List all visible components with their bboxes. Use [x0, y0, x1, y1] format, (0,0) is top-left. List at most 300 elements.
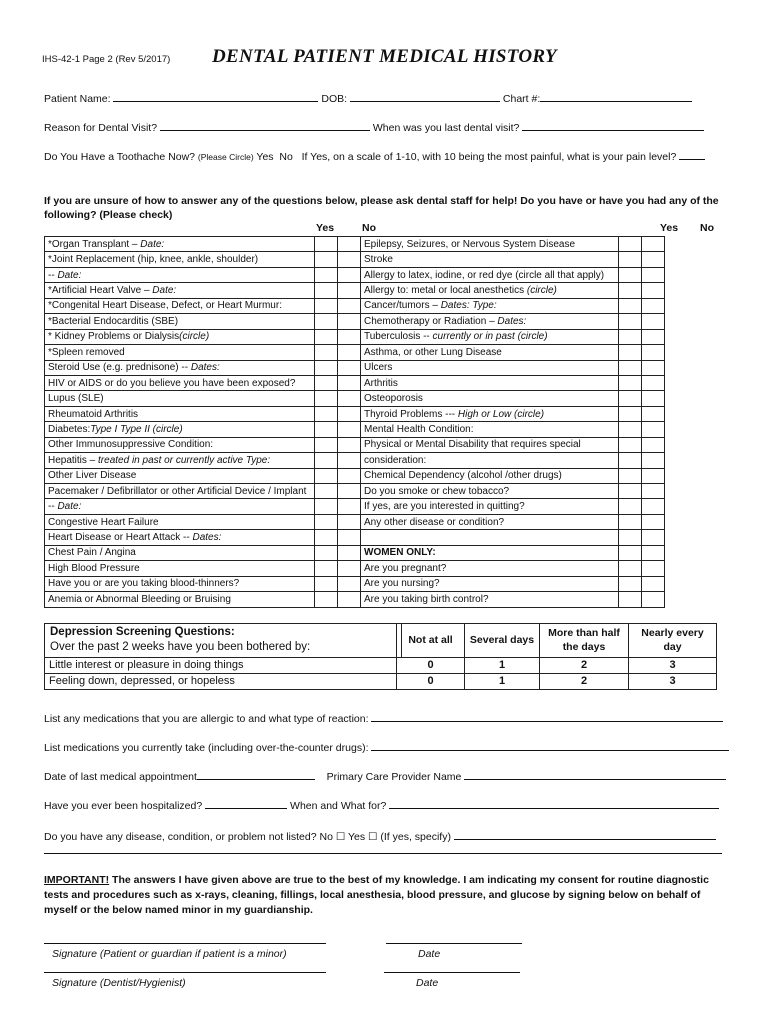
- dentist-signature-line[interactable]: [44, 972, 326, 973]
- condition-row: [45, 514, 665, 529]
- appointment-row: [44, 769, 726, 783]
- yes-checkbox[interactable]: [619, 453, 642, 468]
- yes-checkbox[interactable]: [619, 283, 642, 298]
- patient-date-label: Date: [418, 948, 441, 960]
- yes-checkbox[interactable]: [619, 576, 642, 591]
- no-checkbox[interactable]: [642, 283, 665, 298]
- condition-left: [45, 576, 315, 591]
- important-label: IMPORTANT!: [44, 874, 110, 886]
- depression-row: [45, 673, 717, 689]
- condition-label: Lupus (SLE): [48, 393, 104, 405]
- yes-checkbox[interactable]: [315, 237, 338, 252]
- chart-field[interactable]: [540, 91, 692, 102]
- yes-checkbox[interactable]: [315, 267, 338, 282]
- no-checkbox[interactable]: [642, 530, 665, 545]
- yes-checkbox[interactable]: [315, 375, 338, 390]
- condition-left: [45, 252, 315, 267]
- condition-right: [361, 237, 619, 252]
- condition-row: [45, 499, 665, 514]
- no-checkbox[interactable]: [338, 298, 361, 313]
- depression-subtitle: Over the past 2 weeks have you been bothered by:: [50, 641, 311, 653]
- pain-level-label: If Yes, on a scale of 1-10, with 10 being the most painful, what is your pain level?: [301, 151, 677, 163]
- yes-checkbox[interactable]: [315, 314, 338, 329]
- no-checkbox[interactable]: [642, 545, 665, 560]
- condition-label: * Kidney Problems or Dialysis: [48, 331, 180, 343]
- yes-checkbox[interactable]: [315, 345, 338, 360]
- yes-checkbox[interactable]: [619, 422, 642, 437]
- no-checkbox[interactable]: [642, 437, 665, 452]
- condition-left: [45, 345, 315, 360]
- depression-title: Depression Screening Questions:: [50, 626, 235, 638]
- condition-note: High or Low (circle): [457, 408, 545, 420]
- reason-field[interactable]: [160, 120, 370, 131]
- condition-label: Epilepsy, Seizures, or Nervous System Disease: [364, 238, 576, 250]
- condition-label: *Congenital Heart Disease, Defect, or Heart Murmur:: [48, 300, 282, 312]
- condition-label: WOMEN ONLY:: [364, 547, 436, 559]
- condition-label: Have you or are you taking blood-thinners?: [48, 578, 240, 590]
- depression-question: Feeling down, depressed, or hopeless: [45, 673, 397, 689]
- header-several-days: Several days: [465, 624, 540, 658]
- yes-checkbox[interactable]: [619, 267, 642, 282]
- condition-row: [45, 375, 665, 390]
- when-what-label: When and What for?: [290, 800, 387, 812]
- condition-left: [45, 329, 315, 344]
- condition-right: [361, 484, 619, 499]
- no-checkbox[interactable]: [642, 561, 665, 576]
- other-disease-field[interactable]: [454, 829, 716, 840]
- condition-note: currently or in past (circle): [432, 331, 548, 343]
- condition-left: [45, 592, 315, 607]
- yes-checkbox[interactable]: [315, 453, 338, 468]
- yes-checkbox[interactable]: [315, 298, 338, 313]
- no-header-right: No: [700, 222, 714, 234]
- condition-label: Chest Pain / Angina: [48, 547, 136, 559]
- patient-date-line[interactable]: [386, 943, 522, 944]
- yes-checkbox[interactable]: [315, 360, 338, 375]
- yes-checkbox[interactable]: [619, 406, 642, 421]
- dentist-date-label: Date: [416, 977, 439, 989]
- yes-checkbox[interactable]: [315, 468, 338, 483]
- no-checkbox[interactable]: [338, 329, 361, 344]
- yes-checkbox[interactable]: [315, 437, 338, 452]
- condition-row: [45, 252, 665, 267]
- no-checkbox[interactable]: [338, 406, 361, 421]
- yes-checkbox[interactable]: [619, 314, 642, 329]
- condition-label: High Blood Pressure: [48, 562, 140, 574]
- no-checkbox[interactable]: [338, 468, 361, 483]
- condition-note: Date:: [57, 269, 82, 281]
- condition-row: [45, 406, 665, 421]
- condition-right: [361, 375, 619, 390]
- no-checkbox[interactable]: [338, 561, 361, 576]
- condition-right: [361, 345, 619, 360]
- depression-question: Little interest or pleasure in doing things: [45, 657, 397, 673]
- condition-label: Allergy to: metal or local anesthetics: [364, 285, 527, 297]
- no-checkbox[interactable]: [642, 298, 665, 313]
- no-header-left: No: [362, 222, 376, 234]
- no-checkbox[interactable]: [338, 360, 361, 375]
- no-checkbox[interactable]: [642, 514, 665, 529]
- no-checkbox[interactable]: [642, 375, 665, 390]
- condition-label: *Organ Transplant –: [48, 238, 141, 250]
- condition-right: [361, 283, 619, 298]
- condition-note: Dates:: [190, 362, 220, 374]
- yes-checkbox[interactable]: [619, 561, 642, 576]
- condition-label: Diabetes:: [48, 423, 91, 435]
- condition-left: [45, 283, 315, 298]
- no-checkbox[interactable]: [338, 237, 361, 252]
- condition-right: [361, 267, 619, 282]
- condition-label: Chemical Dependency (alcohol /other drugs): [364, 470, 562, 482]
- condition-right: [361, 499, 619, 514]
- yes-checkbox[interactable]: [315, 391, 338, 406]
- reason-row: [44, 120, 704, 134]
- last-visit-label: When was you last dental visit?: [372, 122, 520, 134]
- condition-label: Allergy to latex, iodine, or red dye (circle all that apply): [364, 269, 605, 281]
- yes-checkbox[interactable]: [619, 592, 642, 607]
- allergic-meds-row: [44, 711, 723, 725]
- condition-row: [45, 592, 665, 607]
- score-cell[interactable]: 3: [629, 657, 717, 673]
- form-code: IHS-42-1 Page 2 (Rev 5/2017): [42, 54, 171, 65]
- condition-row: [45, 267, 665, 282]
- hospitalized-field[interactable]: [205, 798, 287, 809]
- other-disease-label: Do you have any disease, condition, or problem not listed? No ☐ Yes ☐ (If yes, specify): [44, 831, 451, 843]
- condition-row: [45, 545, 665, 560]
- condition-label: Mental Health Condition:: [364, 423, 474, 435]
- score-cell[interactable]: 1: [465, 657, 540, 673]
- yes-header-left: Yes: [316, 222, 335, 234]
- other-disease-row: [44, 829, 716, 843]
- yes-checkbox[interactable]: [619, 375, 642, 390]
- condition-right: [361, 329, 619, 344]
- condition-label: Steroid Use (e.g. prednisone) --: [48, 362, 191, 374]
- no-checkbox[interactable]: [642, 329, 665, 344]
- condition-left: [45, 237, 315, 252]
- no-checkbox[interactable]: [642, 267, 665, 282]
- toothache-yes[interactable]: Yes: [256, 151, 274, 163]
- condition-label: Do you smoke or chew tobacco?: [364, 485, 510, 497]
- patient-name-field[interactable]: [113, 91, 318, 102]
- score-cell[interactable]: 2: [540, 673, 629, 689]
- yes-checkbox[interactable]: [315, 484, 338, 499]
- condition-right: [361, 252, 619, 267]
- depression-row: [45, 657, 717, 673]
- yes-checkbox[interactable]: [619, 545, 642, 560]
- condition-row: [45, 298, 665, 313]
- patient-info-row: [44, 91, 692, 105]
- patient-name-label: Patient Name:: [44, 93, 111, 105]
- last-visit-field[interactable]: [522, 120, 704, 131]
- condition-label: Osteoporosis: [364, 393, 423, 405]
- no-checkbox[interactable]: [642, 592, 665, 607]
- yes-checkbox[interactable]: [315, 406, 338, 421]
- no-checkbox[interactable]: [338, 453, 361, 468]
- condition-row: [45, 422, 665, 437]
- condition-label: Stroke: [364, 254, 393, 266]
- no-checkbox[interactable]: [338, 375, 361, 390]
- condition-right: [361, 545, 619, 560]
- patient-signature-line[interactable]: [44, 943, 326, 944]
- condition-left: [45, 375, 315, 390]
- condition-label: Cancer/tumors –: [364, 300, 441, 312]
- page-title: DENTAL PATIENT MEDICAL HISTORY: [212, 46, 557, 67]
- condition-left: [45, 453, 315, 468]
- no-checkbox[interactable]: [642, 252, 665, 267]
- intro-text: If you are unsure of how to answer any of the questions below, please ask dental staff for help! Do you have or have you had any of the following? (Please check): [44, 195, 719, 221]
- no-checkbox[interactable]: [642, 453, 665, 468]
- condition-right: [361, 422, 619, 437]
- no-checkbox[interactable]: [338, 422, 361, 437]
- no-checkbox[interactable]: [642, 391, 665, 406]
- condition-row: [45, 561, 665, 576]
- yes-checkbox[interactable]: [315, 592, 338, 607]
- condition-right: [361, 437, 619, 452]
- condition-label: HIV or AIDS or do you believe you have been exposed?: [48, 377, 296, 389]
- condition-row: [45, 314, 665, 329]
- condition-left: [45, 468, 315, 483]
- current-meds-label: List medications you currently take (including over-the-counter drugs):: [44, 742, 369, 754]
- condition-left: [45, 391, 315, 406]
- condition-left: [45, 314, 315, 329]
- no-checkbox[interactable]: [338, 314, 361, 329]
- allergic-meds-field[interactable]: [371, 711, 723, 722]
- condition-right: [361, 298, 619, 313]
- pcp-field[interactable]: [464, 769, 726, 780]
- condition-row: [45, 360, 665, 375]
- dob-field[interactable]: [350, 91, 500, 102]
- condition-label: Pacemaker / Defibrillator or other Artificial Device / Implant: [48, 485, 307, 497]
- yes-checkbox[interactable]: [619, 329, 642, 344]
- condition-right: [361, 468, 619, 483]
- condition-left: [45, 530, 315, 545]
- condition-label: Heart Disease or Heart Attack --: [48, 532, 193, 544]
- condition-label: Ulcers: [364, 362, 393, 374]
- no-checkbox[interactable]: [338, 437, 361, 452]
- header-more-than-half: More than half the days: [540, 624, 629, 658]
- condition-left: [45, 561, 315, 576]
- no-checkbox[interactable]: [338, 252, 361, 267]
- condition-left: [45, 360, 315, 375]
- current-meds-field[interactable]: [371, 740, 729, 751]
- condition-label: Asthma, or other Lung Disease: [364, 346, 502, 358]
- condition-note: treated in past or currently active Type:: [98, 454, 271, 466]
- yes-checkbox[interactable]: [619, 437, 642, 452]
- condition-label: consideration:: [364, 454, 427, 466]
- medical-history-table: [44, 236, 665, 608]
- condition-right: [361, 453, 619, 468]
- header-nearly-every-day: Nearly every day: [629, 624, 717, 658]
- condition-label: Arthritis: [364, 377, 398, 389]
- last-appt-field[interactable]: [197, 769, 315, 780]
- hospitalized-label: Have you ever been hospitalized?: [44, 800, 203, 812]
- condition-label: Physical or Mental Disability that requires special: [364, 439, 581, 451]
- score-cell[interactable]: 0: [397, 657, 465, 673]
- score-cell[interactable]: 0: [397, 673, 465, 689]
- no-checkbox[interactable]: [338, 267, 361, 282]
- yes-checkbox[interactable]: [315, 283, 338, 298]
- no-checkbox[interactable]: [642, 422, 665, 437]
- condition-row: [45, 576, 665, 591]
- no-checkbox[interactable]: [642, 360, 665, 375]
- condition-left: [45, 437, 315, 452]
- condition-note: Dates:: [497, 315, 527, 327]
- consent-text: [44, 873, 728, 918]
- yes-checkbox[interactable]: [619, 499, 642, 514]
- header-not-at-all: Not at all: [397, 624, 465, 658]
- condition-label: *Artificial Heart Valve –: [48, 285, 153, 297]
- condition-right: [361, 314, 619, 329]
- condition-label: --: [48, 269, 58, 281]
- condition-left: [45, 484, 315, 499]
- condition-right: [361, 514, 619, 529]
- no-checkbox[interactable]: [338, 283, 361, 298]
- condition-left: [45, 422, 315, 437]
- condition-label: *Spleen removed: [48, 346, 125, 358]
- no-checkbox[interactable]: [338, 592, 361, 607]
- yes-checkbox[interactable]: [315, 422, 338, 437]
- condition-label: Chemotherapy or Radiation –: [364, 315, 498, 327]
- condition-row: [45, 283, 665, 298]
- yes-checkbox[interactable]: [315, 561, 338, 576]
- dentist-signature-label: Signature (Dentist/Hygienist): [52, 977, 186, 989]
- pcp-label: Primary Care Provider Name: [326, 771, 462, 783]
- yes-checkbox[interactable]: [619, 360, 642, 375]
- pain-level-field[interactable]: [679, 149, 705, 160]
- yes-checkbox[interactable]: [619, 530, 642, 545]
- condition-row: [45, 391, 665, 406]
- condition-right: [361, 576, 619, 591]
- condition-right: [361, 592, 619, 607]
- yes-checkbox[interactable]: [315, 499, 338, 514]
- no-checkbox[interactable]: [642, 468, 665, 483]
- no-checkbox[interactable]: [642, 499, 665, 514]
- yes-checkbox[interactable]: [619, 237, 642, 252]
- no-checkbox[interactable]: [642, 345, 665, 360]
- condition-note: Date:: [57, 501, 82, 513]
- condition-note: Dates: Type:: [440, 300, 497, 312]
- no-checkbox[interactable]: [642, 237, 665, 252]
- condition-label: Thyroid Problems ---: [364, 408, 458, 420]
- yes-checkbox[interactable]: [315, 576, 338, 591]
- no-checkbox[interactable]: [338, 514, 361, 529]
- yes-checkbox[interactable]: [315, 252, 338, 267]
- yes-checkbox[interactable]: [315, 545, 338, 560]
- condition-right: [361, 360, 619, 375]
- toothache-label: Do You Have a Toothache Now?: [44, 151, 195, 163]
- condition-label: Anemia or Abnormal Bleeding or Bruising: [48, 593, 231, 605]
- yes-checkbox[interactable]: [619, 345, 642, 360]
- toothache-no[interactable]: No: [279, 151, 293, 163]
- no-checkbox[interactable]: [338, 484, 361, 499]
- condition-label: Other Immunosuppressive Condition:: [48, 439, 214, 451]
- condition-label: Rheumatoid Arthritis: [48, 408, 139, 420]
- condition-note: Type I Type II (circle): [90, 423, 183, 435]
- no-checkbox[interactable]: [338, 499, 361, 514]
- condition-label: --: [48, 501, 58, 513]
- hospitalized-row: [44, 798, 719, 812]
- yes-header-right: Yes: [660, 222, 679, 234]
- consent-body: The answers I have given above are true to the best of my knowledge. I am indicating my consent for routine diagnostic tests and procedures such as x-rays, cleaning, fillings, local anesthesia, blood pressure, and glucose by signing below on behalf of myself or the below named minor in my guardianship.: [44, 874, 709, 916]
- allergic-meds-label: List any medications that you are allergic to and what type of reaction:: [44, 713, 369, 725]
- yes-checkbox[interactable]: [619, 252, 642, 267]
- condition-row: [45, 468, 665, 483]
- other-disease-line-2[interactable]: [44, 853, 722, 854]
- toothache-hint: (Please Circle): [197, 152, 254, 162]
- score-cell[interactable]: 1: [465, 673, 540, 689]
- condition-label: Are you taking birth control?: [364, 593, 489, 605]
- no-checkbox[interactable]: [642, 484, 665, 499]
- current-meds-row: [44, 740, 729, 754]
- condition-label: Are you nursing?: [364, 578, 440, 590]
- condition-left: [45, 406, 315, 421]
- no-checkbox[interactable]: [642, 314, 665, 329]
- score-cell[interactable]: 3: [629, 673, 717, 689]
- condition-left: [45, 499, 315, 514]
- condition-left: [45, 514, 315, 529]
- condition-note: (circle): [526, 285, 557, 297]
- dob-label: DOB:: [321, 93, 348, 105]
- yes-checkbox[interactable]: [619, 391, 642, 406]
- when-what-field[interactable]: [389, 798, 719, 809]
- patient-signature-label: Signature (Patient or guardian if patient is a minor): [52, 948, 287, 960]
- condition-label: Are you pregnant?: [364, 562, 447, 574]
- condition-right: [361, 391, 619, 406]
- condition-label: Tuberculosis --: [364, 331, 433, 343]
- condition-note: (circle): [179, 331, 210, 343]
- condition-row: [45, 345, 665, 360]
- no-checkbox[interactable]: [338, 576, 361, 591]
- condition-note: Date:: [140, 238, 165, 250]
- condition-right: [361, 406, 619, 421]
- yes-checkbox[interactable]: [619, 514, 642, 529]
- yes-checkbox[interactable]: [619, 298, 642, 313]
- yes-checkbox[interactable]: [619, 484, 642, 499]
- no-checkbox[interactable]: [338, 345, 361, 360]
- condition-row: [45, 484, 665, 499]
- dentist-date-line[interactable]: [384, 972, 520, 973]
- condition-label: Other Liver Disease: [48, 470, 137, 482]
- condition-right: [361, 530, 619, 545]
- condition-label: *Joint Replacement (hip, knee, ankle, shoulder): [48, 254, 259, 266]
- condition-label: Hepatitis –: [48, 454, 99, 466]
- condition-row: [45, 530, 665, 545]
- condition-label: *Bacterial Endocarditis (SBE): [48, 315, 179, 327]
- yes-checkbox[interactable]: [315, 514, 338, 529]
- last-appt-label: Date of last medical appointment: [44, 771, 197, 783]
- no-checkbox[interactable]: [338, 391, 361, 406]
- toothache-row: [44, 149, 705, 163]
- no-checkbox[interactable]: [642, 576, 665, 591]
- condition-left: [45, 267, 315, 282]
- yes-checkbox[interactable]: [315, 530, 338, 545]
- condition-left: [45, 545, 315, 560]
- score-cell[interactable]: 2: [540, 657, 629, 673]
- yes-checkbox[interactable]: [315, 329, 338, 344]
- condition-row: [45, 237, 665, 252]
- condition-note: Dates:: [192, 532, 222, 544]
- no-checkbox[interactable]: [338, 530, 361, 545]
- condition-row: [45, 453, 665, 468]
- yes-checkbox[interactable]: [619, 468, 642, 483]
- chart-label: Chart #:: [502, 93, 541, 105]
- condition-note: Date:: [152, 285, 177, 297]
- no-checkbox[interactable]: [642, 406, 665, 421]
- condition-label: Any other disease or condition?: [364, 516, 505, 528]
- no-checkbox[interactable]: [338, 545, 361, 560]
- condition-label: Congestive Heart Failure: [48, 516, 159, 528]
- condition-row: [45, 437, 665, 452]
